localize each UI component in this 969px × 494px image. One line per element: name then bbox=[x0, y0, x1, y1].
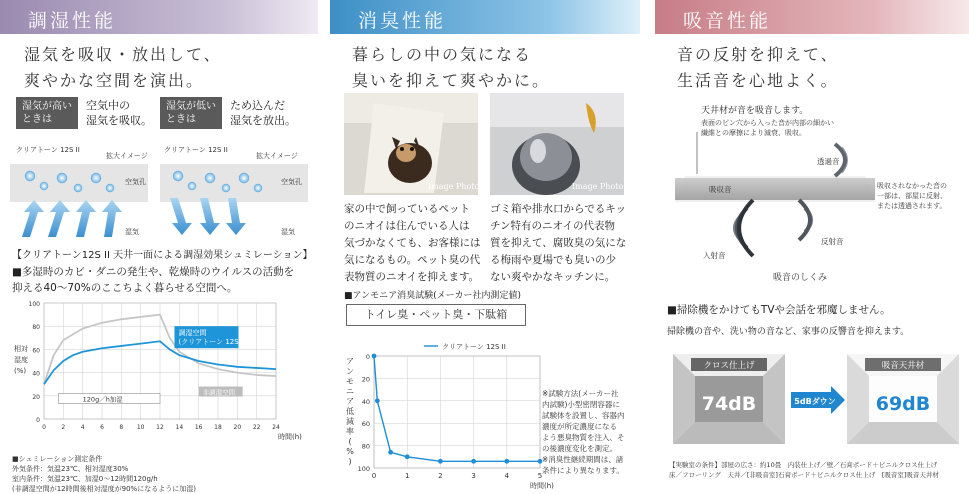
sim-text: ■多湿時のカビ・ダニの発生や、乾燥時のウイルスの活動を 抑える40〜70%のここちよく暮らせる空間へ。 bbox=[12, 266, 295, 294]
y-axis-label: (%) bbox=[14, 367, 27, 375]
data-point bbox=[388, 450, 393, 455]
sound-desc-2: 表面のピン穴から入った音が内部の細かい 繊維との摩擦により減衰、吸収。 bbox=[701, 119, 834, 137]
tick-label-y: 40 bbox=[361, 397, 370, 406]
deodor-lead: 暮らしの中の気になる 臭いを抑えて爽やかに。 bbox=[352, 45, 551, 90]
tag-high-humidity: 湿気が高い ときは bbox=[16, 97, 78, 129]
tick-label-x: 4 bbox=[504, 472, 510, 480]
plot-area bbox=[374, 356, 540, 468]
humidity-header: 調湿性能 bbox=[0, 0, 318, 34]
room-footnote: 【実験室の条件】部屋の広さ：約10畳 内装仕上げ／壁／石膏ボード＋ビニルクロス仕上げ 床／フローリング 天井／[非吸音室]石膏ボード＋ビニルクロス仕上げ [吸音室]吸音天井材 bbox=[669, 461, 939, 479]
label-pore-right: 空気孔 bbox=[281, 178, 302, 186]
y-axis-label: ) bbox=[348, 457, 352, 466]
tick-label-x: 5 bbox=[537, 472, 543, 480]
diagram-zoom-right: 拡大イメージ bbox=[256, 152, 298, 160]
tick-label-x: 22 bbox=[252, 424, 261, 431]
annotation-nonhumid: 非調湿空間 bbox=[202, 388, 236, 397]
tick-label-x: 20 bbox=[233, 424, 242, 431]
label-transmitted: 透過音 bbox=[817, 157, 840, 166]
data-point bbox=[372, 354, 377, 359]
annotation-humidify: 120g／h加湿 bbox=[82, 395, 123, 404]
label-cross: クロス仕上げ bbox=[703, 361, 755, 371]
sound-header: 吸音性能 bbox=[655, 0, 969, 34]
data-point bbox=[504, 459, 509, 464]
sim-conditions: ■シュミレーション測定条件 外気条件：気温23℃、相対湿度30% 室内条件：気温23℃、加湿0〜12時間120g/h (非調湿空間が12時間後相対湿度が90%になるように加湿) bbox=[12, 455, 196, 493]
humidity-lead: 湿気を吸収・放出して、 爽やかな空間を演出。 bbox=[24, 45, 222, 90]
photo-label-kitchen: Image Photo bbox=[572, 182, 624, 191]
tick-label-y: 80 bbox=[32, 324, 40, 332]
diagram-zoom-left: 拡大イメージ bbox=[106, 152, 148, 160]
tick-label-x: 2 bbox=[438, 472, 443, 480]
legend-label: クリアトーン 12S II bbox=[442, 343, 506, 351]
tick-label-y: 100 bbox=[28, 301, 40, 308]
label-moisture-left: 湿気 bbox=[125, 228, 139, 236]
pet-text: 家の中で飼っているペット のニオイは住んでいる人は 気づかなくても、お客様には 気になるもの。ペット臭の代 表物質のニオイを抑えます。 bbox=[344, 203, 481, 283]
data-point bbox=[375, 398, 380, 403]
tag-low-humidity: 湿気が低い ときは bbox=[160, 97, 222, 129]
sound-lead: 音の反射を抑えて、 生活音を心地よく。 bbox=[677, 45, 839, 90]
tick-label-x: 4 bbox=[80, 424, 85, 431]
tick-label-x: 6 bbox=[100, 424, 104, 431]
deodor-header: 消臭性能 bbox=[330, 0, 640, 34]
diagram-name-left: クリアトーン 12S II bbox=[16, 146, 80, 154]
tick-label-y: 0 bbox=[365, 353, 370, 361]
label-moisture-right: 湿気 bbox=[281, 228, 295, 236]
tick-label-x: 0 bbox=[371, 472, 377, 480]
kitchen-photo bbox=[490, 93, 624, 195]
room-compare bbox=[655, 352, 969, 452]
label-not-absorbed-1: 吸収されなかった音の bbox=[877, 182, 947, 190]
tick-label-x: 3 bbox=[471, 472, 476, 480]
sound-sub2: 掃除機の音や、洗い物の音など、家事の反響音を抑えます。 bbox=[667, 327, 910, 337]
y-axis-label: 湿度 bbox=[14, 356, 28, 364]
ammonia-chart bbox=[330, 330, 554, 490]
test-note: ※試験方法(メーカー社 内試験)小型密閉容器に 試験体を設置し、容器内 濃度が所定濃度になる よう悪臭物質を注入、そ の後濃度変化を測定。 ※消臭性継続期間は、諸 条件により異なります。 bbox=[542, 389, 625, 475]
y-axis-label: ( bbox=[348, 437, 352, 446]
value-absorb-db: 69dB bbox=[875, 393, 931, 415]
tick-label-y: 20 bbox=[32, 393, 40, 401]
tick-label-y: 80 bbox=[361, 442, 370, 451]
y-axis-label: 相対 bbox=[14, 345, 28, 353]
test-box: トイレ臭・ペット臭・下駄箱 bbox=[346, 304, 526, 326]
y-axis-label: 低 bbox=[346, 407, 354, 416]
diagram-name-right: クリアトーン 12S II bbox=[164, 146, 228, 154]
sound-section bbox=[655, 0, 969, 492]
tick-label-x: 10 bbox=[136, 424, 145, 431]
tick-label-x: 16 bbox=[194, 424, 203, 431]
annotation-humid-2: (クリアトーン 12S II) bbox=[178, 338, 248, 347]
data-point bbox=[438, 459, 443, 464]
tick-label-x: 8 bbox=[119, 424, 124, 431]
label-pore-left: 空気孔 bbox=[125, 178, 146, 186]
tick-label-y: 40 bbox=[32, 370, 40, 378]
humidity-diagram bbox=[0, 142, 318, 242]
tick-label-x: 0 bbox=[42, 424, 46, 431]
tick-label-y: 60 bbox=[32, 347, 40, 355]
tick-label-y: 60 bbox=[361, 420, 370, 429]
y-axis-label: ン bbox=[346, 367, 354, 376]
data-point bbox=[471, 459, 476, 464]
label-not-absorbed-3: または透過されます。 bbox=[877, 202, 947, 210]
x-axis-label: 時間(h) bbox=[278, 433, 302, 441]
sound-diagram bbox=[655, 132, 969, 282]
sound-sub: ■掃除機をかけてもTVや会話を邪魔しません。 bbox=[667, 304, 891, 316]
y-axis-label: 率 bbox=[346, 427, 354, 436]
sim-title: 【クリアトーン12S II 天井一面による調湿効果シュミレーション】 bbox=[12, 250, 313, 261]
label-5db-down: 5dBダウン bbox=[794, 397, 836, 406]
y-axis-label: モ bbox=[346, 377, 354, 386]
humidity-section bbox=[0, 0, 318, 492]
y-axis-label: 減 bbox=[346, 417, 354, 426]
test-title: ■アンモニア消臭試験(メーカー社内測定値) bbox=[344, 291, 521, 301]
sound-desc-1: 天井材が音を吸音します。 bbox=[701, 106, 809, 116]
tick-label-y: 100 bbox=[357, 465, 370, 473]
kitchen-text: ゴミ箱や排水口からでるキッ チン特有のニオイの代表物 質を抑えて、腐敗臭の気にな る梅雨や夏場でも臭いの少 ない爽やかなキッチンに。 bbox=[490, 203, 627, 283]
label-absorb-ceiling: 吸音天井材 bbox=[881, 361, 925, 371]
tick-label-x: 12 bbox=[156, 424, 164, 431]
tick-label-x: 24 bbox=[272, 424, 280, 431]
desc-high: 空気中の 湿気を吸収。 bbox=[86, 99, 152, 127]
label-incident: 入射音 bbox=[703, 251, 726, 260]
y-axis-label: ア bbox=[346, 357, 354, 366]
tick-label-x: 1 bbox=[404, 472, 410, 480]
data-point bbox=[405, 454, 410, 459]
value-cross-db: 74dB bbox=[701, 393, 757, 415]
tick-label-y: 20 bbox=[361, 375, 370, 384]
tick-label-y: 0 bbox=[36, 417, 40, 424]
label-absorbed: 吸収音 bbox=[709, 185, 732, 194]
annotation-humid-1: 調湿空間 bbox=[178, 329, 207, 338]
label-reflected: 反射音 bbox=[821, 237, 844, 246]
photo-label-pet: Image Photo bbox=[428, 182, 480, 191]
humidity-chart bbox=[0, 295, 318, 455]
y-axis-label: ニ bbox=[346, 387, 354, 396]
pet-photo bbox=[344, 93, 478, 195]
desc-low: ため込んだ 湿気を放出。 bbox=[230, 99, 296, 127]
y-axis-label: ア bbox=[346, 397, 354, 406]
label-not-absorbed-2: 一部は、部屋に反射、 bbox=[877, 192, 947, 200]
deodor-section bbox=[330, 0, 640, 492]
y-axis-label: % bbox=[346, 447, 354, 456]
tick-label-x: 18 bbox=[214, 424, 222, 431]
label-mechanism: 吸音のしくみ bbox=[773, 273, 828, 283]
tick-label-x: 2 bbox=[61, 424, 66, 431]
tick-label-x: 14 bbox=[175, 424, 184, 431]
x-axis-label: 時間(h) bbox=[530, 482, 554, 490]
